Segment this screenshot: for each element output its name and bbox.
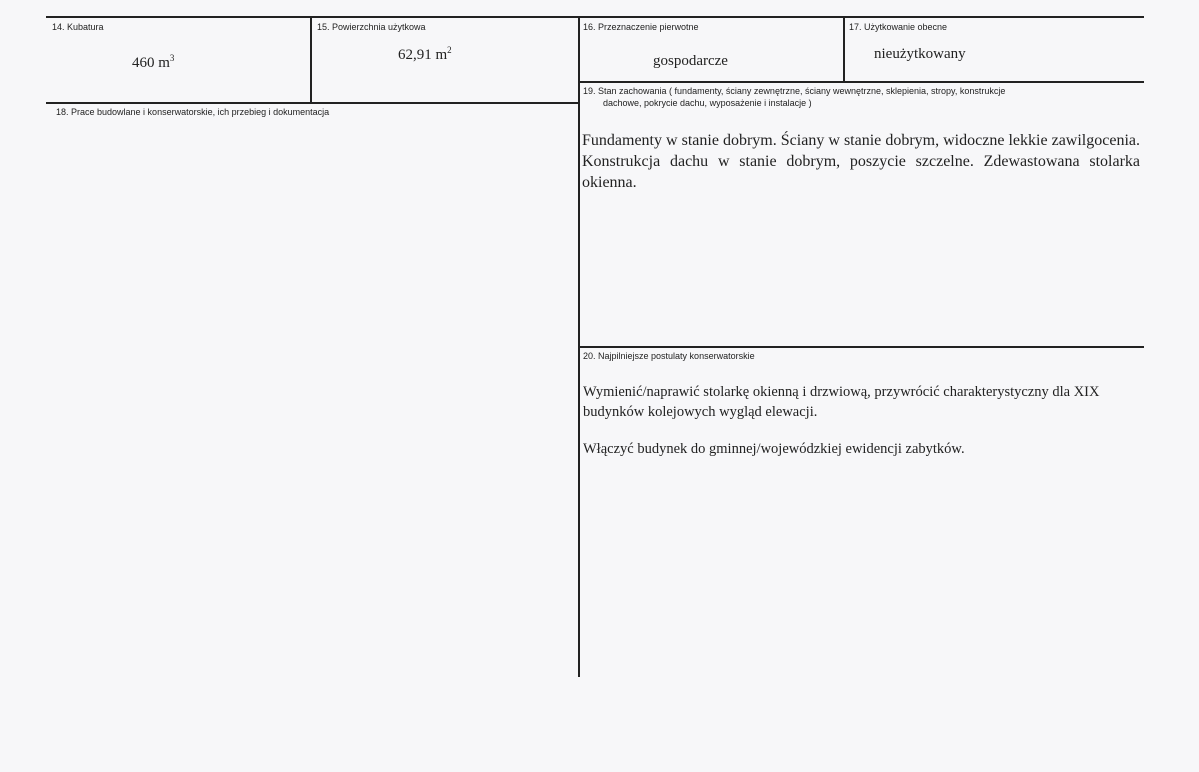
field-20-text-2: Włączyć budynek do gminnej/wojewódzkiej ewidencji zabytków. (583, 441, 965, 457)
field-14-value-text: 460 m (132, 55, 170, 71)
field-15-value (398, 47, 452, 64)
field-17-value: nieużytkowany (874, 46, 966, 62)
field-15-unit-sup: 2 (447, 45, 452, 55)
field-19-label-line1: 19. Stan zachowania ( fundamenty, ściany zewnętrzne, ściany wewnętrzne, sklepienia, stropy, konstrukcje (583, 86, 1006, 96)
divider-16-17 (843, 16, 845, 82)
field-15-value-text: 62,91 m (398, 47, 448, 63)
divider-14-15 (310, 16, 312, 103)
divider-above-20 (578, 346, 1144, 348)
top-border (46, 16, 1144, 18)
field-14-label: 14. Kubatura (52, 22, 104, 32)
field-18-label: 18. Prace budowlane i konserwatorskie, ich przebieg i dokumentacja (56, 107, 330, 117)
field-14-value (132, 55, 174, 72)
field-20-label: 20. Najpilniejsze postulaty konserwatorskie (583, 351, 755, 361)
field-17-label: 17. Użytkowanie obecne (849, 22, 948, 32)
field-19-text: Fundamenty w stanie dobrym. Ściany w stanie dobrym, widoczne lekkie zawilgocenia. Konstrukcja dachu w stanie dobrym, poszycie szczelne. Zdewastowana stolarka okienna. (582, 132, 1140, 191)
field-19-label-line2: dachowe, pokrycie dachu, wyposażenie i instalacje ) (603, 98, 812, 108)
field-16-label: 16. Przeznaczenie pierwotne (583, 22, 699, 32)
field-15-label: 15. Powierzchnia użytkowa (317, 22, 426, 32)
field-20-text-1: Wymienić/naprawić stolarkę okienną i drzwiową, przywrócić charakterystyczny dla XIX budynków kolejowych wygląd elewacji. (583, 384, 1100, 420)
divider-under-16-17 (578, 81, 1144, 83)
field-14-unit-sup: 3 (169, 53, 175, 63)
field-16-value: gospodarcze (653, 53, 728, 69)
divider-under-14-15 (46, 102, 578, 104)
